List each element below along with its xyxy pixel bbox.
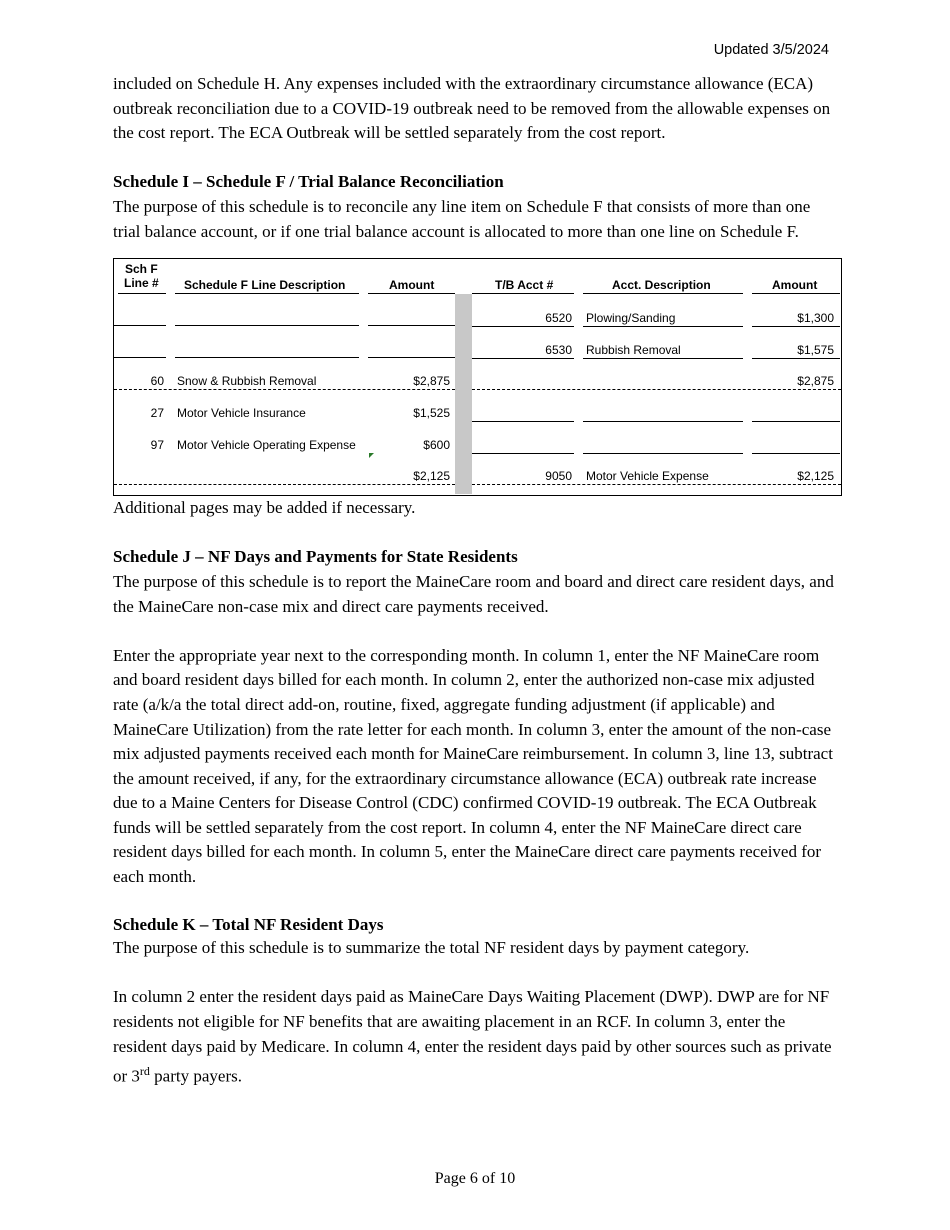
superscript-rd: rd bbox=[139, 1064, 150, 1079]
table-row-3-line: 60 bbox=[150, 374, 164, 389]
updated-date: Updated 3/5/2024 bbox=[713, 42, 829, 58]
schedule-i-example-table bbox=[113, 258, 842, 496]
header-amount-2: Amount bbox=[772, 278, 818, 293]
table-row-6-acct-desc: Motor Vehicle Expense bbox=[586, 469, 709, 484]
header-acct-description: Acct. Description bbox=[612, 278, 711, 293]
schedule-j-text-1: The purpose of this schedule is to report the MaineCare room and board and direct care resident days, and the MaineCare non-case mix and direct care payments received. bbox=[113, 571, 834, 616]
schedule-j-heading: Schedule J – NF Days and Payments for State Residents bbox=[113, 547, 518, 567]
table-row-5-amount: $600 bbox=[423, 438, 450, 453]
page-content bbox=[113, 72, 838, 1089]
schedule-k-text-1: The purpose of this schedule is to summarize the total NF resident days by payment category. bbox=[113, 938, 750, 958]
table-row-3-desc: Snow & Rubbish Removal bbox=[177, 374, 317, 389]
schedule-i-text: The purpose of this schedule is to reconcile any line item on Schedule F that consists of more than one trial balance account, or if one trial balance account is allocated to more than one line on Schedule F. bbox=[113, 196, 811, 241]
schedule-k-text-2-end: party payers. bbox=[149, 1066, 242, 1086]
table-row-6-amount-2: $2,125 bbox=[797, 469, 834, 484]
table-row-4-desc: Motor Vehicle Insurance bbox=[177, 406, 306, 421]
schedule-k-heading: Schedule K – Total NF Resident Days bbox=[113, 915, 384, 935]
table-row-5-line: 97 bbox=[150, 438, 164, 453]
table-row-4-line: 27 bbox=[150, 406, 164, 421]
header-sch-f: Sch F bbox=[125, 262, 158, 277]
page-number: Page 6 of 10 bbox=[434, 1170, 516, 1187]
table-row-2-tb-acct: 6530 bbox=[545, 343, 572, 358]
header-tb-acct: T/B Acct # bbox=[495, 278, 554, 293]
table-row-2-acct-desc: Rubbish Removal bbox=[586, 343, 681, 358]
table-row-1-tb-acct: 6520 bbox=[545, 311, 572, 326]
table-row-6-amount: $2,125 bbox=[413, 469, 450, 484]
intro-paragraph: included on Schedule H. Any expenses included with the extraordinary circumstance allowance (ECA) outbreak reconciliation due to a COVID-19 outbreak need to be removed from the allowable expenses on the cost report. The ECA Outbreak will be settled separately from the cost report. bbox=[113, 74, 831, 143]
schedule-i-heading: Schedule I – Schedule F / Trial Balance Reconciliation bbox=[113, 172, 504, 192]
schedule-k-text-2 bbox=[113, 985, 838, 1089]
table-row-3-amount: $2,875 bbox=[413, 374, 450, 389]
header-sch-f-line bbox=[124, 262, 159, 290]
table-row-1-acct-desc: Plowing/Sanding bbox=[586, 311, 676, 326]
table-row-3-amount-2: $2,875 bbox=[797, 374, 834, 389]
header-description: Schedule F Line Description bbox=[184, 278, 346, 293]
table-row-2-amount: $1,575 bbox=[797, 343, 834, 358]
table-note: Additional pages may be added if necessary. bbox=[113, 498, 416, 518]
comment-marker bbox=[369, 453, 374, 458]
schedule-k-text-2-main: In column 2 enter the resident days paid as MaineCare Days Waiting Placement (DWP). DWP are for NF residents not eligible for NF benefits that are awaiting placement in an RCF. In column 3, enter the resident days paid by Medicare. In column 4, enter the resident days paid by other sources such as private or 3 bbox=[113, 987, 832, 1086]
header-line-num: Line # bbox=[124, 276, 159, 291]
table-row-6-tb-acct: 9050 bbox=[545, 469, 572, 484]
table-row-4-amount: $1,525 bbox=[413, 406, 450, 421]
column-separator bbox=[455, 294, 472, 494]
table-row-1-amount: $1,300 bbox=[797, 311, 834, 326]
schedule-j-text-2: Enter the appropriate year next to the corresponding month. In column 1, enter the NF MaineCare room and board resident days billed for each month. In column 2, enter the authorized non-case mix adjusted rate (a/k/a the total direct add-on, routine, fixed, aggregate funding adjustment (if applicable) and MaineCare Utilization) from the rate letter for each month. In column 3, enter the amount of the non-case mix adjusted payments received each month for MaineCare reimbursement. In column 3, line 13, subtract the amount received, if any, for the extraordinary circumstance allowance (ECA) outbreak rate increase due to a Maine Centers for Disease Control (CDC) confirmed COVID-19 outbreak. The ECA Outbreak funds will be settled separately from the cost report. In column 4, enter the NF MaineCare direct care resident days billed for each month. In column 5, enter the MaineCare direct care payments received for each month. bbox=[113, 645, 833, 887]
table-row-5-desc: Motor Vehicle Operating Expense bbox=[177, 438, 356, 453]
header-amount: Amount bbox=[389, 278, 435, 293]
